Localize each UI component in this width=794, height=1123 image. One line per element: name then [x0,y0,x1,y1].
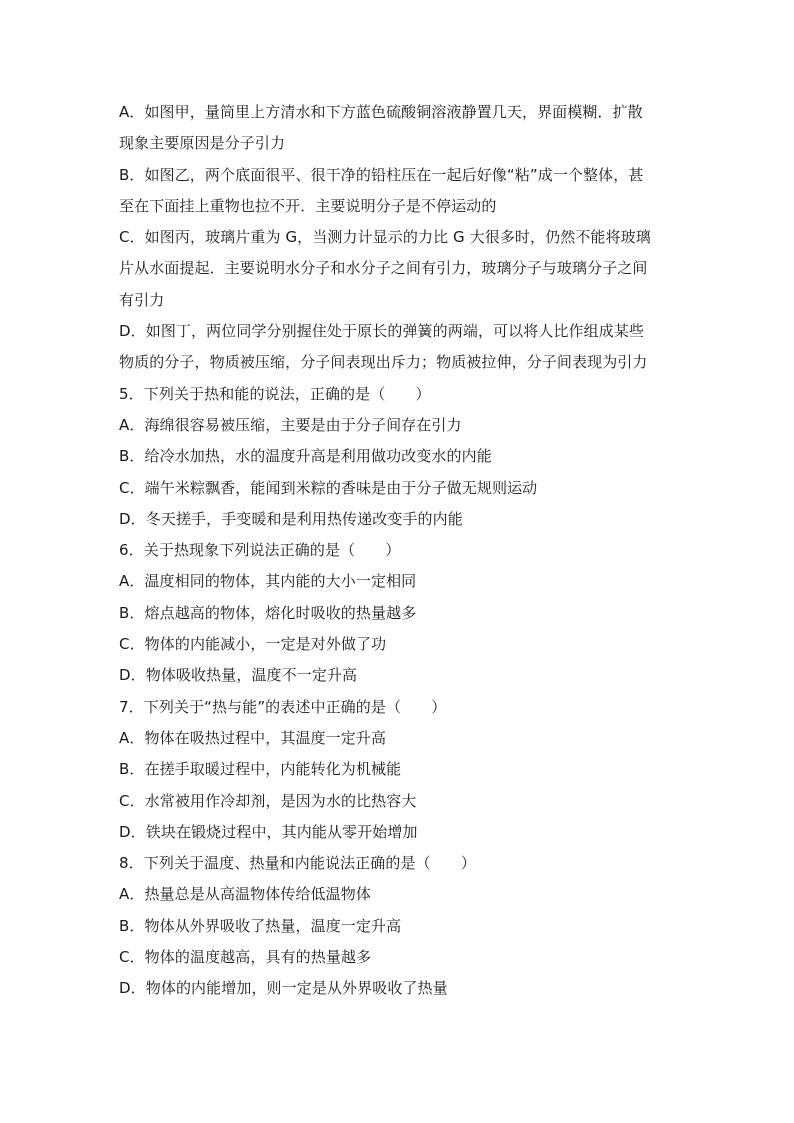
question-7-option-d: D．铁块在锻烧过程中，其内能从零开始增加 [119,822,418,841]
question-6-option-d: D．物体吸收热量，温度不一定升高 [119,666,358,685]
text-line: D．如图丁，两位同学分别握住处于原长的弹簧的两端，可以将人比作组成某些 [119,322,645,341]
question-7-option-b: B．在搓手取暖过程中，内能转化为机械能 [119,760,402,779]
question-6-stem: 6．关于热现象下列说法正确的是（ ） [119,541,401,560]
question-8-option-c: C．物体的温度越高，具有的热量越多 [119,948,372,967]
question-6-option-b: B．熔点越高的物体，熔化时吸收的热量越多 [119,603,417,622]
text-line: C．如图丙，玻璃片重为 G，当测力计显示的力比 G 大很多时，仍然不能将玻璃 [119,228,651,247]
question-6-option-c: C．物体的内能减小，一定是对外做了功 [119,635,387,654]
question-5-option-c: C．端午米粽飘香，能闻到米粽的香味是由于分子做无规则运动 [119,478,538,497]
question-5-option-d: D．冬天搓手，手变暖和是利用热传递改变手的内能 [119,509,463,528]
question-5-option-a: A．海绵很容易被压缩，主要是由于分子间存在引力 [119,415,462,434]
text-line: 现象主要原因是分子引力 [119,134,286,153]
question-7-option-a: A．物体在吸热过程中，其温度一定升高 [119,728,387,747]
question-5-option-b: B．给冷水加热，水的温度升高是利用做功改变水的内能 [119,447,492,466]
text-line: 片从水面提起．主要说明水分子和水分子之间有引力，玻璃分子与玻璃分子之间 [119,259,648,278]
text-line: 物质的分子，物质被压缩，分子间表现出斥力；物质被拉伸，分子间表现为引力 [119,353,648,372]
question-text-block [119,97,679,1005]
text-line: B．如图乙，两个底面很平、很干净的铅柱压在一起后好像“粘”成一个整体，甚 [119,165,644,184]
question-8-option-b: B．物体从外界吸收了热量，温度一定升高 [119,916,402,935]
question-8-stem: 8．下列关于温度、热量和内能说法正确的是（ ） [119,854,476,873]
question-5-stem: 5．下列关于热和能的说法，正确的是（ ） [119,384,431,403]
question-8-option-d: D．物体的内能增加，则一定是从外界吸收了热量 [119,979,448,998]
text-line: 有引力 [119,290,165,309]
text-line: 至在下面挂上重物也拉不开．主要说明分子是不停运动的 [119,196,497,215]
question-7-stem: 7．下列关于“热与能”的表述中正确的是（ ） [119,697,447,716]
question-8-option-a: A．热量总是从高温物体传给低温物体 [119,885,371,904]
question-7-option-c: C．水常被用作冷却剂，是因为水的比热容大 [119,791,417,810]
question-6-option-a: A．温度相同的物体，其内能的大小一定相同 [119,572,417,591]
text-line: A．如图甲，量筒里上方清水和下方蓝色硫酸铜溶液静置几天，界面模糊．扩散 [119,103,643,121]
